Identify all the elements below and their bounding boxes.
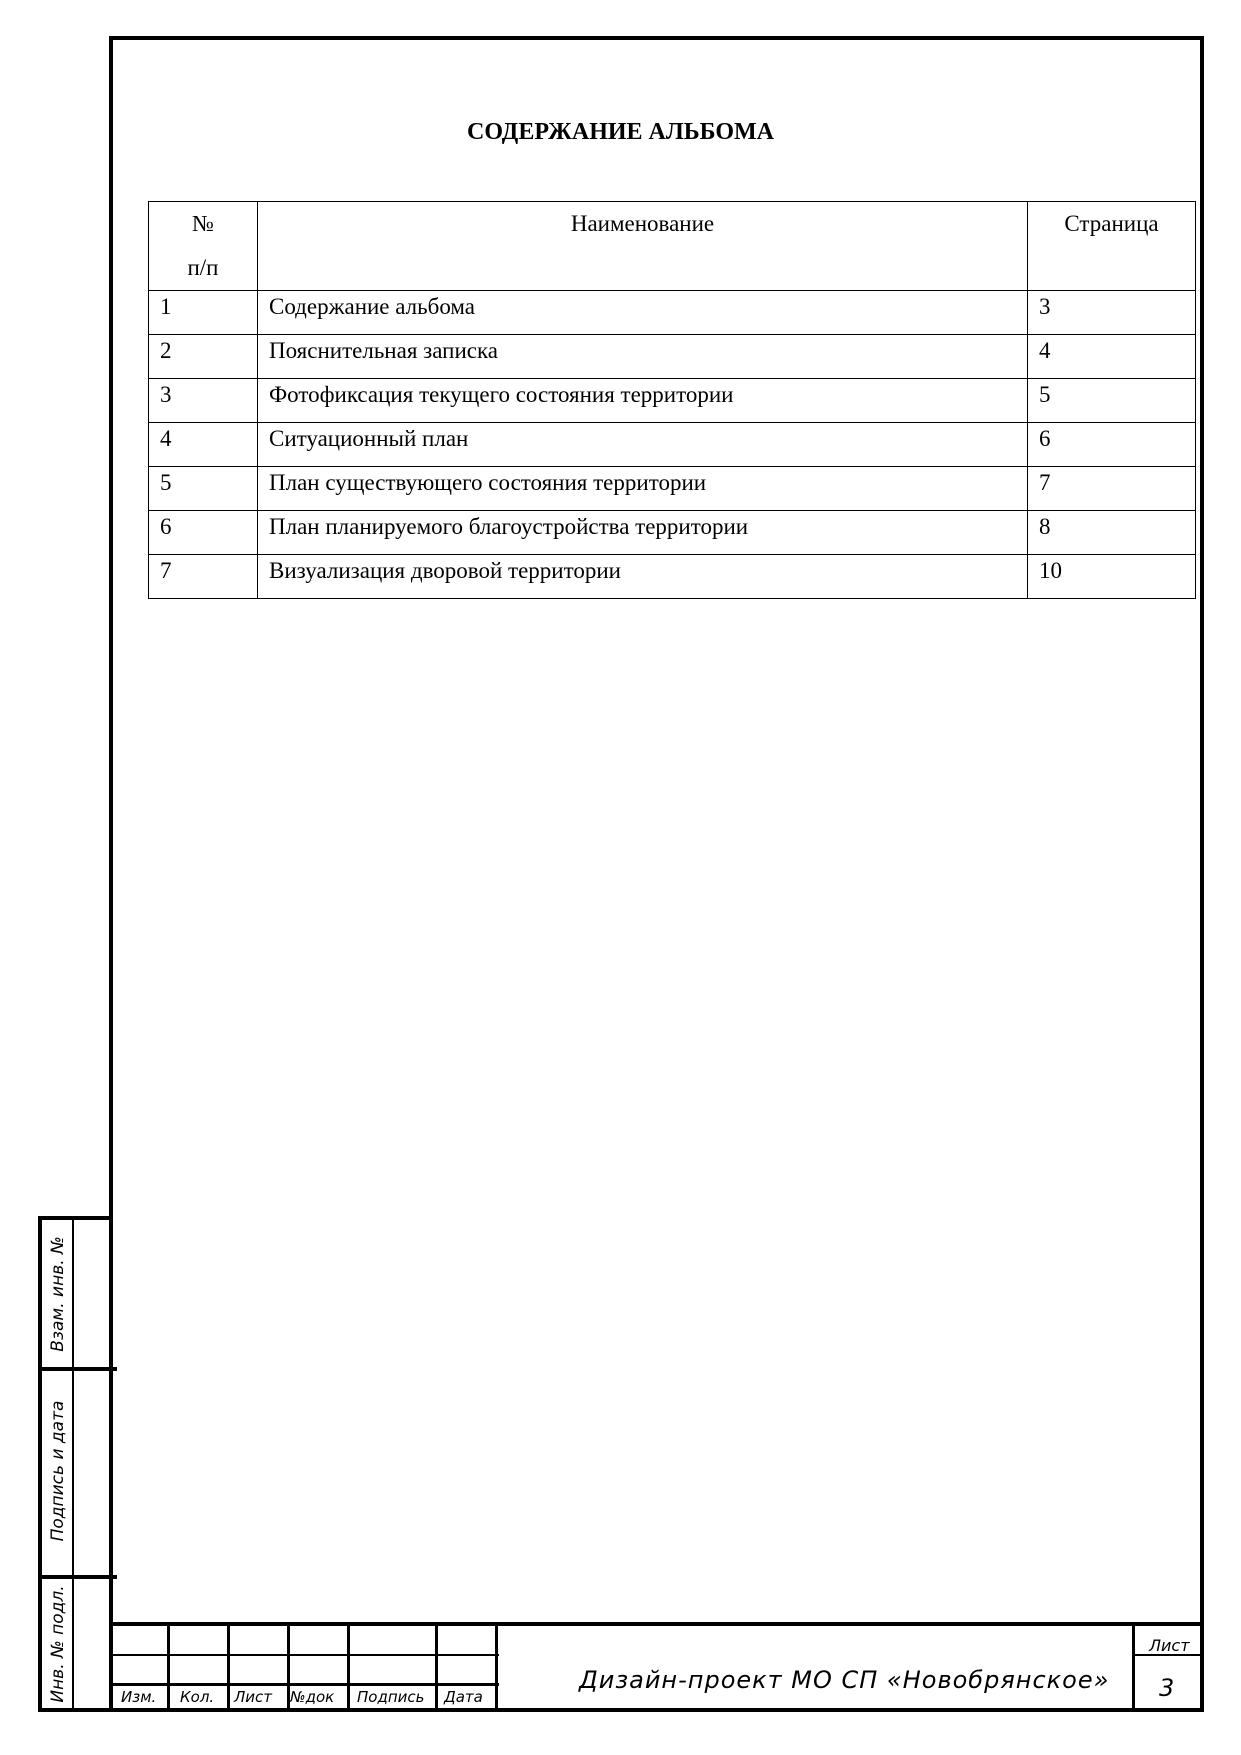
col-podpis: Подпись bbox=[357, 1688, 425, 1706]
table-row bbox=[149, 379, 1196, 423]
header-number: № п/п bbox=[149, 202, 258, 291]
row-name: Визуализация дворовой территории bbox=[258, 555, 1028, 599]
table-row bbox=[149, 555, 1196, 599]
col-list: Лист bbox=[234, 1688, 273, 1706]
row-number: 1 bbox=[149, 291, 258, 335]
contents-table bbox=[148, 201, 1196, 599]
row-page: 3 bbox=[1028, 291, 1196, 335]
header-page: Страница bbox=[1028, 202, 1196, 291]
table-row bbox=[149, 423, 1196, 467]
row-name: План существующего состояния территории bbox=[258, 467, 1028, 511]
row-number: 3 bbox=[149, 379, 258, 423]
row-name: Содержание альбома bbox=[258, 291, 1028, 335]
inv-original-label: Инв. № подл. bbox=[48, 1584, 68, 1703]
row-page: 7 bbox=[1028, 467, 1196, 511]
sheet-number: 3 bbox=[1159, 1674, 1175, 1702]
col-izm: Изм. bbox=[121, 1688, 157, 1706]
row-page: 10 bbox=[1028, 555, 1196, 599]
row-number: 2 bbox=[149, 335, 258, 379]
row-number: 6 bbox=[149, 511, 258, 555]
header-name: Наименование bbox=[258, 202, 1028, 291]
row-name: Фотофиксация текущего состояния территории bbox=[258, 379, 1028, 423]
inv-replace-label: Взам. инв. № bbox=[48, 1235, 68, 1352]
row-name: Ситуационный план bbox=[258, 423, 1028, 467]
row-number: 7 bbox=[149, 555, 258, 599]
col-data: Дата bbox=[444, 1688, 483, 1706]
table-row bbox=[149, 467, 1196, 511]
col-kol: Кол. bbox=[180, 1688, 215, 1706]
table-row bbox=[149, 511, 1196, 555]
sheet-label: Лист bbox=[1149, 1636, 1190, 1655]
sign-date-label: Подпись и дата bbox=[48, 1400, 68, 1542]
table-header-row bbox=[149, 202, 1196, 291]
side-stamp bbox=[38, 1216, 113, 1712]
row-number: 4 bbox=[149, 423, 258, 467]
page-title: СОДЕРЖАНИЕ АЛЬБОМА bbox=[467, 119, 774, 145]
row-page: 5 bbox=[1028, 379, 1196, 423]
row-page: 6 bbox=[1028, 423, 1196, 467]
title-block bbox=[109, 1622, 1204, 1712]
row-name: Пояснительная записка bbox=[258, 335, 1028, 379]
table-row bbox=[149, 291, 1196, 335]
row-page: 4 bbox=[1028, 335, 1196, 379]
col-ndok: №док bbox=[290, 1688, 335, 1706]
row-name: План планируемого благоустройства территории bbox=[258, 511, 1028, 555]
table-row bbox=[149, 335, 1196, 379]
row-page: 8 bbox=[1028, 511, 1196, 555]
project-title: Дизайн-проект МО СП «Новобрянское» bbox=[579, 1666, 1110, 1694]
row-number: 5 bbox=[149, 467, 258, 511]
